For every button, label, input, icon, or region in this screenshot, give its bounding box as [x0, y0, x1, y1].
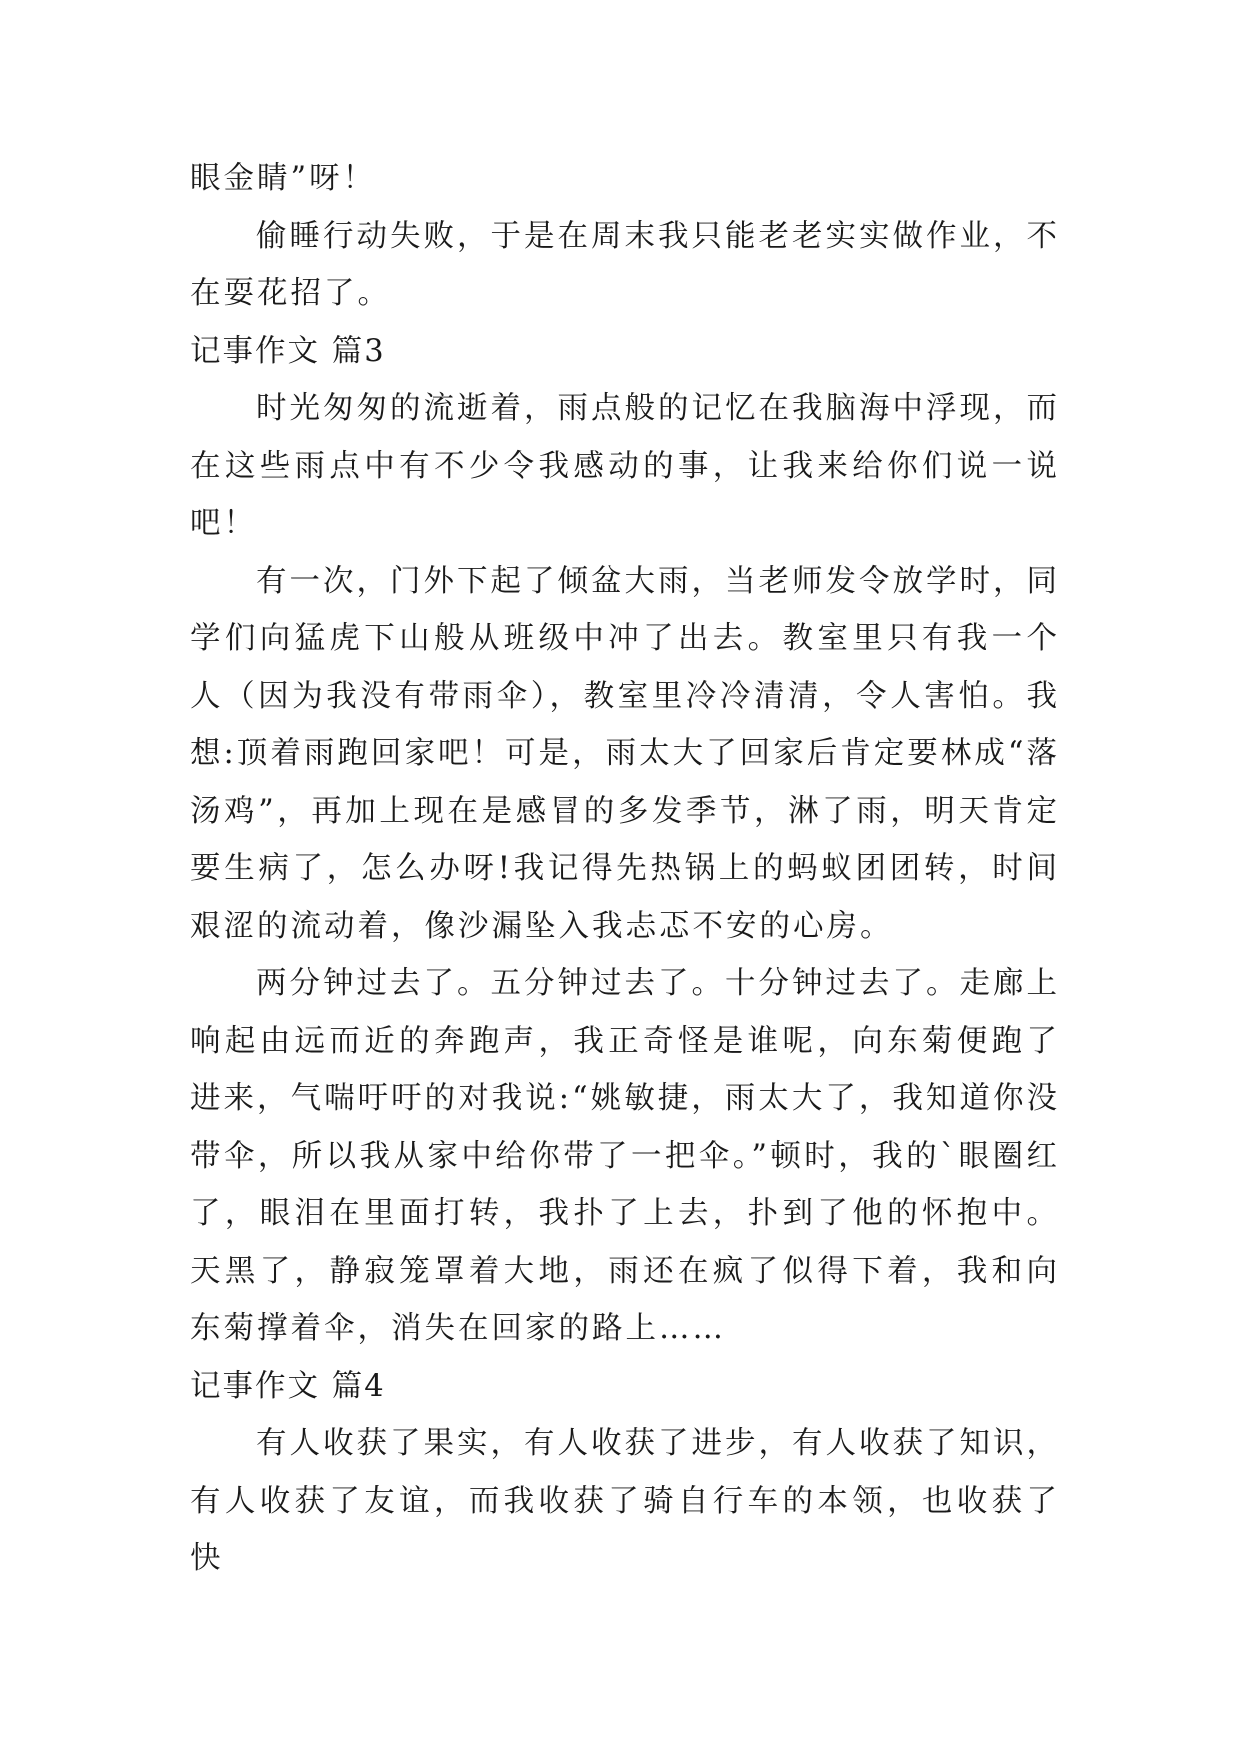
paragraph: 两分钟过去了。五分钟过去了。十分钟过去了。走廊上响起由远而近的奔跑声，我正奇怪是谁呢，向东菊便跑了进来，气喘吁吁的对我说:“姚敏捷，雨太大了，我知道你没带伞，所以我从家中给你带了一把伞。”顿时，我的`眼圈红了，眼泪在里面打转，我扑了上去，扑到了他的怀抱中。天黑了，静寂笼罩着大地，雨还在疯了似得下着，我和向东菊撑着伞，消失在回家的路上…… — [190, 966, 1060, 1346]
paragraph: 有一次，门外下起了倾盆大雨，当老师发令放学时，同学们向猛虎下山般从班级中冲了出去。教室里只有我一个人（因为我没有带雨伞），教室里冷冷清清，令人害怕。我想:顶着雨跑回家吧！可是，雨太大了回家后肯定要林成“落汤鸡”，再加上现在是感冒的多发季节，淋了雨，明天肯定要生病了，怎么办呀!我记得先热锅上的蚂蚁团团转，时间艰涩的流动着，像沙漏坠入我忐忑不安的心房。 — [190, 563, 1060, 944]
document-body — [190, 150, 1060, 1588]
paragraph: 有人收获了果实，有人收获了进步，有人收获了知识，有人收获了友谊，而我收获了骑自行车的本领，也收获了快 — [190, 1426, 1060, 1576]
paragraph: 时光匆匆的流逝着，雨点般的记忆在我脑海中浮现，而在这些雨点中有不少令我感动的事，让我来给你们说一说吧！ — [190, 391, 1060, 541]
paragraph-continuation: 眼金睛”呀！ — [190, 161, 377, 196]
section-heading-3: 记事作文 篇3 — [190, 333, 386, 369]
paragraph: 偷睡行动失败，于是在周末我只能老老实实做作业，不在耍花招了。 — [190, 218, 1060, 311]
section-heading-4: 记事作文 篇4 — [190, 1368, 386, 1404]
